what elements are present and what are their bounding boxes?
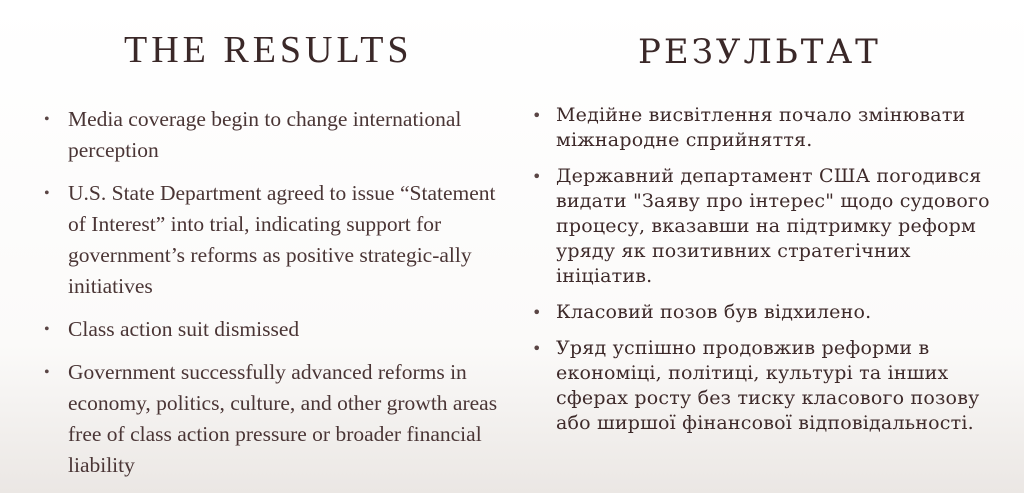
bullet-icon: •	[44, 364, 50, 381]
bullet-icon: •	[532, 106, 542, 125]
bullet-text: Government successfully advanced reforms in economy, politics, culture, and other growth areas free of class action pressure or broader financial liability	[68, 360, 498, 477]
bullet-text: Класовий позов був відхилено.	[556, 301, 872, 323]
list-item	[40, 178, 518, 302]
list-item	[528, 336, 998, 436]
bullet-icon: •	[532, 303, 542, 322]
bullet-text: Media coverage begin to change international perception	[68, 107, 462, 162]
english-bullet-list	[40, 104, 518, 493]
list-item	[40, 104, 518, 166]
bullet-icon: •	[44, 185, 50, 202]
list-item	[528, 164, 998, 289]
bullet-text: U.S. State Department agreed to issue “Statement of Interest” into trial, indicating support for government’s reforms as positive strategic-ally initiatives	[68, 181, 496, 298]
list-item	[40, 314, 518, 345]
bullet-icon: •	[44, 111, 50, 128]
english-title: THE RESULTS	[124, 29, 413, 71]
bullet-icon: •	[44, 321, 50, 338]
list-item	[528, 300, 998, 325]
ukrainian-title: РЕЗУЛЬТАТ	[638, 32, 881, 72]
bullet-text: Уряд успішно продовжив реформи в економіці, політиці, культурі та інших сферах росту без тиску класового позову або ширшої фінансової відповідальності.	[556, 337, 980, 434]
bullet-icon: •	[532, 167, 542, 186]
ukrainian-bullet-list	[528, 103, 998, 447]
bullet-text: Державний департамент США погодився видати "Заяву про інтерес" щодо судового процесу, вказавши на підтримку реформ уряду як позитивних стратегічних ініціатив.	[556, 165, 990, 287]
list-item	[528, 103, 998, 153]
bullet-text: Медійне висвітлення почало змінювати міжнародне сприйняття.	[556, 104, 966, 151]
list-item	[40, 357, 518, 481]
bullet-icon: •	[532, 339, 542, 358]
bullet-text: Class action suit dismissed	[68, 317, 300, 341]
